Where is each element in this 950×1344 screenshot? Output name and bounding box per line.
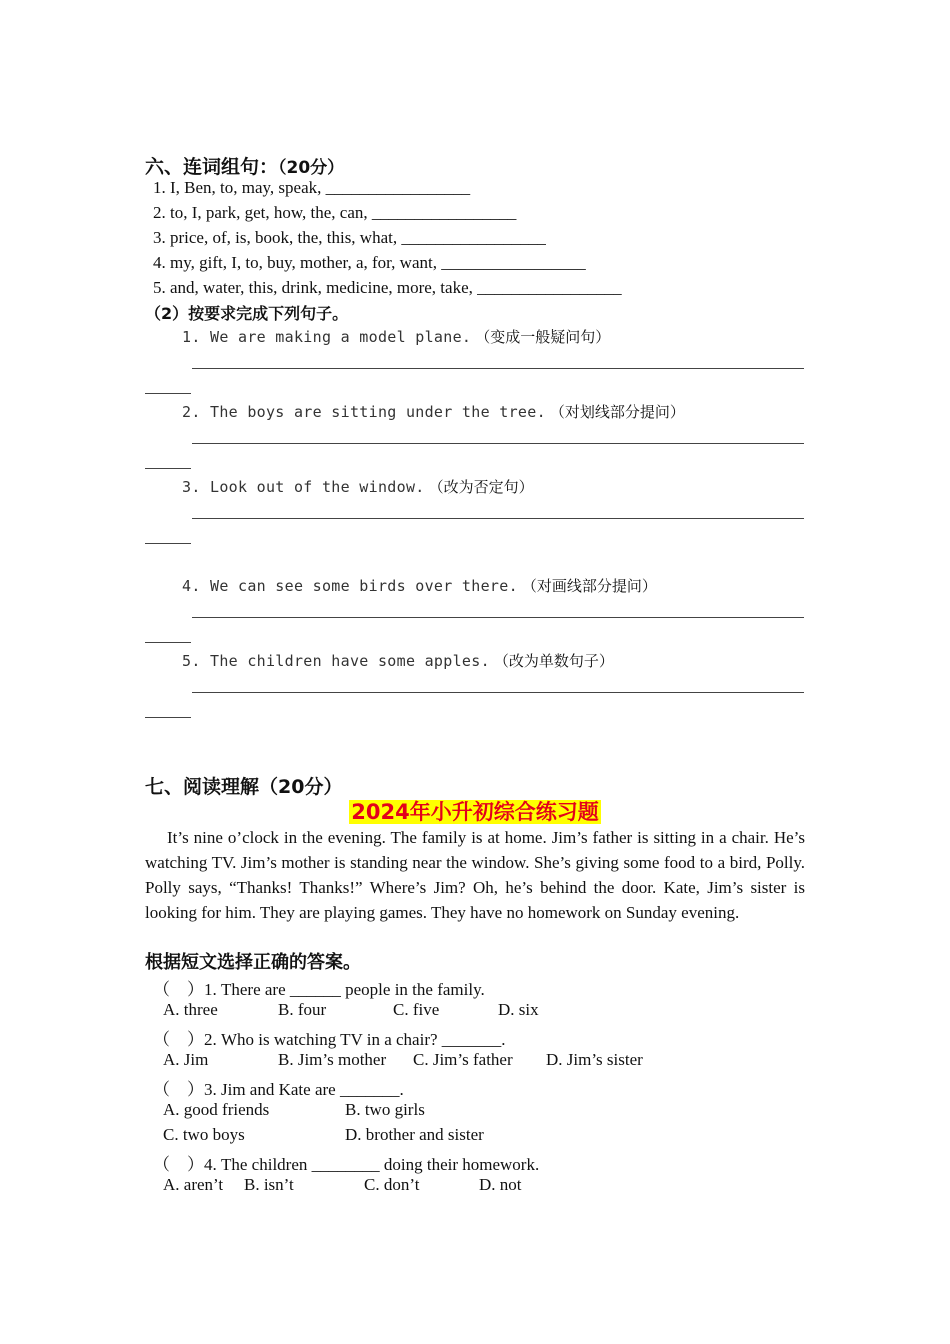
reading-instruction: 根据短文选择正确的答案。 xyxy=(145,952,361,973)
q3-option-d: D. brother and sister xyxy=(345,1125,484,1144)
sentence-5-text: 5. The children have some apples. xyxy=(182,652,490,670)
q1-option-b: B. four xyxy=(278,1000,327,1019)
word-order-item-3: 3. price, of, is, book, the, this, what, _________________ xyxy=(153,228,546,247)
sentence-3-hint: （改为否定句） xyxy=(428,478,534,496)
question-4: （ ）4. The children ________ doing their homework. xyxy=(153,1155,540,1174)
answer-line-4 xyxy=(192,617,804,618)
word-order-item-4: 4. my, gift, I, to, buy, mother, a, for, want, _________________ xyxy=(153,253,586,272)
q3-option-b: B. two girls xyxy=(345,1100,425,1119)
answer-line-5-tail xyxy=(145,717,191,718)
answer-line-1-tail xyxy=(145,393,191,394)
sentence-1-hint: （变成一般疑问句） xyxy=(475,328,611,346)
word-order-item-2: 2. to, I, park, get, how, the, can, _________________ xyxy=(153,203,517,222)
transform-sentence-5 xyxy=(182,650,614,671)
q2-option-c: C. Jim’s father xyxy=(413,1050,513,1069)
sentence-1-text: 1. We are making a model plane. xyxy=(182,328,472,346)
question-2: （ ）2. Who is watching TV in a chair? _______. xyxy=(153,1030,506,1049)
q1-option-d: D. six xyxy=(498,1000,539,1019)
q1-option-c: C. five xyxy=(393,1000,440,1019)
section7-heading: 七、阅读理解（20分） xyxy=(145,776,343,798)
answer-line-4-tail xyxy=(145,642,191,643)
answer-line-3-tail xyxy=(145,543,191,544)
transform-sentence-1 xyxy=(182,326,610,347)
transform-sentence-4 xyxy=(182,575,657,596)
transform-sentence-2 xyxy=(182,401,685,422)
q2-option-a: A. Jim xyxy=(163,1050,209,1069)
section6-heading-text: 六、连词组句： xyxy=(145,156,279,178)
q4-option-d: D. not xyxy=(479,1175,522,1194)
transform-sentence-3 xyxy=(182,476,534,497)
q3-option-c: C. two boys xyxy=(163,1125,245,1144)
answer-line-3 xyxy=(192,518,804,519)
answer-line-5 xyxy=(192,692,804,693)
word-order-item-5: 5. and, water, this, drink, medicine, more, take, _________________ xyxy=(153,278,622,297)
answer-line-1 xyxy=(192,368,804,369)
q4-option-a: A. aren’t xyxy=(163,1175,224,1194)
part2-heading: （2）按要求完成下列句子。 xyxy=(145,304,349,323)
sentence-2-text: 2. The boys are sitting under the tree. xyxy=(182,403,546,421)
answer-line-2 xyxy=(192,443,804,444)
q2-option-b: B. Jim’s mother xyxy=(278,1050,387,1069)
question-3: （ ）3. Jim and Kate are _______. xyxy=(153,1080,404,1099)
sentence-5-hint: （改为单数句子） xyxy=(493,652,614,670)
section6-score: （20分） xyxy=(278,158,345,178)
sentence-3-text: 3. Look out of the window. xyxy=(182,478,425,496)
reading-passage: It’s nine o’clock in the evening. The family is at home. Jim’s father is sitting in a chair. He’s watching TV. Jim’s mother is standing near the window. She’s giving some food to a bird, Polly. Polly says, “Thanks! Thanks!” Where’s Jim? Oh, he’s behind the door. Kate, Jim’s sister is looking for him. They are playing games. They have no homework on Sunday evening. xyxy=(145,828,805,922)
q1-option-a: A. three xyxy=(163,1000,218,1019)
sentence-2-hint: （对划线部分提问） xyxy=(549,403,685,421)
sentence-4-hint: （对画线部分提问） xyxy=(521,577,657,595)
word-order-item-1: 1. I, Ben, to, may, speak, _________________ xyxy=(153,178,471,197)
sentence-4-text: 4. We can see some birds over there. xyxy=(182,577,518,595)
q4-option-b: B. isn’t xyxy=(244,1175,294,1194)
q3-option-a: A. good friends xyxy=(163,1100,270,1119)
q2-option-d: D. Jim’s sister xyxy=(546,1050,643,1069)
question-1: （ ）1. There are ______ people in the family. xyxy=(153,980,485,999)
document-title: 2024年小升初综合练习题 xyxy=(351,800,599,824)
section6-heading xyxy=(145,152,344,179)
answer-line-2-tail xyxy=(145,468,191,469)
title-row xyxy=(0,796,950,826)
q4-option-c: C. don’t xyxy=(364,1175,420,1194)
